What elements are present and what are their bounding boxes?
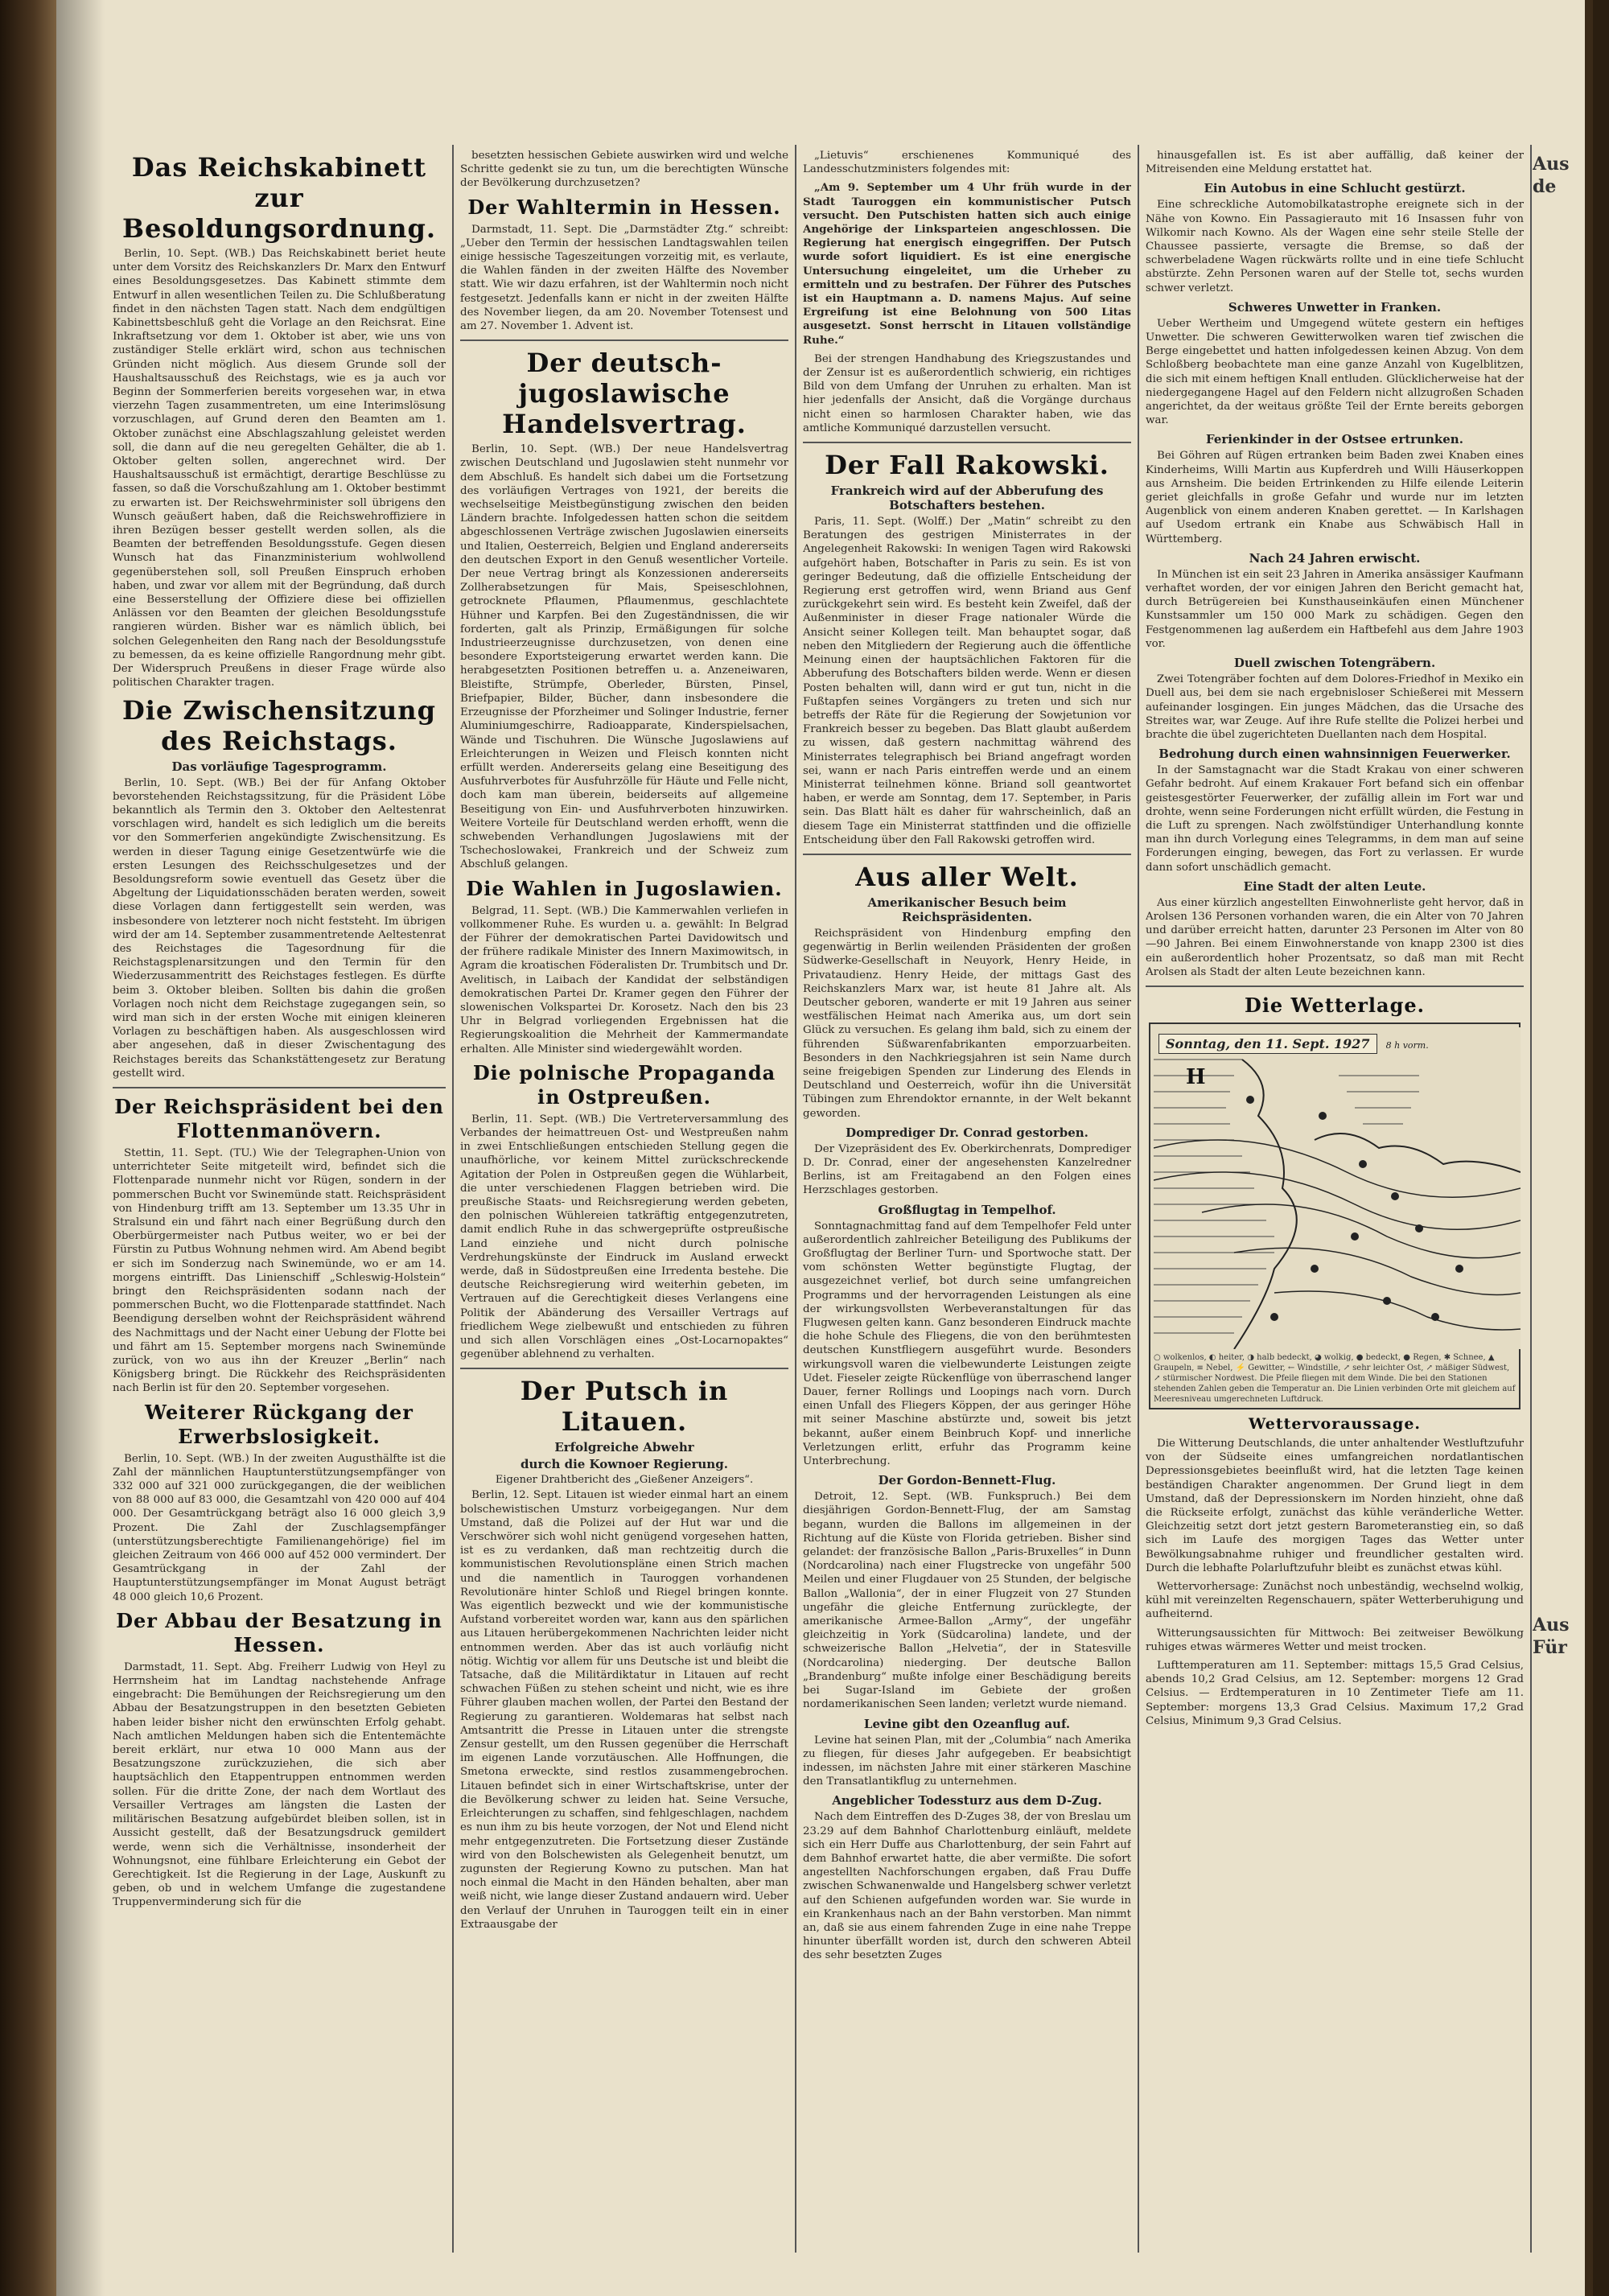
headline: Weiterer Rückgang der Erwerbslosigkeit. [145,1400,414,1448]
article-text: Witterungsaussichten für Mittwoch: Bei zeitweiser Bewölkung ruhiges etwas wärmeres Wetter und meist trocken. [1146,1627,1524,1653]
article-text: Lufttemperaturen am 11. September: mittags 15,5 Grad Celsius, abends 10,2 Grad Celsius, am 12. September: morgens 12 Grad Celsius. — Erdtemperaturen in 10 Zentimeter Tiefe am 11. September: morgens 13,3 Grad Celsius. Maximum 17,2 Grad Celsius, Minimum 9,3 Grad Celsius. [1146,1660,1524,1727]
column-rule [452,145,454,2253]
subheadline: Domprediger Dr. Conrad gestorben. [846,1125,1088,1140]
headline: Der Reichspräsident bei den Flottenmanövern. [114,1094,444,1142]
subheadline: Eine Stadt der alten Leute. [1243,878,1426,894]
subheadline: Ein Autobus in eine Schlucht gestürzt. [1204,181,1466,196]
article-text: In der Samstagnacht war die Stadt Krakau von einer schweren Gefahr bedroht. Auf einem Krakauer Fort befand sich ein offenbar geistesgestörter Feuerwerker, der zufällig allein im Fort war und drohte, wenn seine Forderungen nicht erfüllt würden, die Festung in die Luft zu sprengen. Nach zwölfstündiger Unterhandlung konnte man ihn durch Vorlegung eines Telegramms, in dem man auf seine Forderungen einging, bewegen, das Fort zu verlassen. Er wurde dann sofort unschädlich gemacht. [1146,764,1524,874]
byline: Eigener Drahtbericht des „Gießener Anzeigers“. [495,1474,754,1487]
subheadline: Bedrohung durch einen wahnsinnigen Feuerwerker. [1158,747,1511,762]
column-rule [795,145,796,2253]
article-text: Sonntagnachmittag fand auf dem Tempelhofer Feld unter außerordentlich zahlreicher Beteiligung des Publikums der Großflugtag der Berliner Turn- und Sportwoche statt. Der vom schönsten Wetter begünstigte Flugtag, der ausgezeichnet verlief, bot durch seine umfangreichen Programms und der hervorragenden Leistungen als eine der wirkungsvollsten Werbeveranstaltungen für das Flugwesen gelten kann. Ganz besonderen Eindruck machte die hohe Schule des Fliegens, die von den berühmtesten deutschen Kunstfliegern ausgeführt wurde. Besonders wirkungsvoll waren die vielbewunderte Leistungen zeigte Udet. Fieseler zeigte Rückenflüge von überraschend langer Dauer, ferner Rollings und Loopings nach vorn. Durch einen Unfall des Fliegers Köppen, der aus geringer Höhe mit seiner Maschine abstürzte und, soweit bis jetzt bekannt, außer einem Beinbruch Kopf- und innerliche Verletzungen erlitt, erfuhr das Programm keine Unterbrechung. [803,1220,1131,1468]
article-text: Belgrad, 11. Sept. (WB.) Die Kammerwahlen verliefen in vollkommener Ruhe. Es wurden u. a. gewählt: In Belgrad der Führer der demokratischen Partei Davidowitsch und der frühere radikale Minister des Innern Maximowitsch, in Agram die kroatischen Föderalisten Dr. Trumbitsch und Dr. Avelitisch, in Laibach der Kandidat der selbständigen demokratischen Partei Dr. Kramer gegen den Führer der slowenischen Volkspartei Dr. Korosetz. Nach den bis 23 Uhr in Belgrad vorliegenden Ergebnissen hat die Regierungskoalition die Mehrheit der Kammermandate erhalten. Alle Minister sind wiedergewählt worden. [460,904,788,1055]
headline: Aus aller Welt. [855,861,1079,892]
article-text: In München ist ein seit 23 Jahren in Amerika ansässiger Kaufmann verhaftet worden, der vor einigen Jahren den Bericht gemacht hat, durch Betrügereien bei Kunsthauseinkäufen einen Münchener Kunstsammler um 150 000 Mark zu schädigen. Gegen den Festgenommenen lag außerdem ein Haftbefehl aus dem Jahre 1903 vor. [1146,568,1524,650]
article-text: „Lietuvis“ erschienenes Kommuniqué des Landesschutzministers folgendes mit: [803,150,1131,176]
headline: Der Wahltermin in Hessen. [467,195,781,219]
divider [803,854,1131,855]
article-text: Berlin, 10. Sept. (WB.) In der zweiten Augusthälfte ist die Zahl der männlichen Hauptunterstützungsempfänger von 332 000 auf 321 000 zurückgegangen, die der weiblichen von 88 000 auf 83 000, die Gesamtzahl von 420 000 auf 404 000. Der Gesamtrückgang beträgt also 16 000 gleich 3,9 Prozent. Die Zahl der Zuschlagsempfänger (unterstützungsberechtigte Familienangehörige) fiel im gleichen Zeitraum von 466 000 auf 452 000 vermindert. Der Gesamtrückgang in der Zahl der Hauptunterstützungsempfänger im Monat August beträgt 48 000 gleich 10,6 Prozent. [113,1452,446,1603]
cut-off-headline: Aus de [1533,154,1570,197]
article-text: Der Vizepräsident des Ev. Oberkirchenrats, Domprediger D. Dr. Conrad, einer der angesehensten Kanzelredner Berlins, ist am Freitagabend an den Folgen eines Herzschlages gestorben. [803,1142,1131,1197]
column-4 [1146,149,1524,2273]
headline: Die Wetterlage. [1245,993,1425,1017]
article-text: Ueber Wertheim und Umgegend wütete gestern ein heftiges Unwetter. Die schweren Gewitterwolken waren tief zwischen die Berge eingebettet und hatten infolgedessen keinen Abzug. Von dem Schloßberg beobachtete man eine ganze Anzahl von Kugelblitzen, die sich mit einem heftigen Knall entluden. Glücklicherweise hat der niedergegangene Hagel auf den Feldern nicht allzugroßen Schaden angerichtet, da der weitaus größte Teil der Ernte bereits geborgen war. [1146,317,1524,427]
column-2 [460,149,788,2273]
headline: Der deutsch-jugoslawische Handelsvertrag. [502,348,747,440]
article-text: „Am 9. September um 4 Uhr früh wurde in der Stadt Tauroggen ein kommunistischer Putsch versucht. Den Putschisten hatten sich auch einige Angehörige der Linksparteien angeschlossen. Die Regierung hat energisch eingegriffen. Der Putsch wurde sofort liquidiert. Es ist eine energische Untersuchung eingeleitet, um die Urheber zu ermitteln und zu bestrafen. Der Führer des Putsches ist ein Hauptmann a. D. namens Majus. Auf seine Ergreifung ist eine Belohnung von 500 Litas ausgesetzt. Sonst herrscht in Litauen vollständige Ruhe.“ [803,181,1131,347]
article-text: Stettin, 11. Sept. (TU.) Wie der Telegraphen-Union von unterrichteter Seite mitgeteilt wird, befindet sich die Flottenparade nunmehr nicht vor Rügen, sondern in der pommerschen Bucht vor Swinemünde statt. Reichspräsident von Hindenburg trifft am 13. September um 13.35 Uhr in Stralsund ein und fährt nach einer Begrüßung durch den Oberbürgermeister nach Putbus weiter, wo er bei der Fürstin zu Putbus Wohnung nehmen wird. Am Abend begibt er sich im Sonderzug nach Swinemünde, wo er am 14. morgens eintrifft. Das Linienschiff „Schleswig-Holstein“ bringt den Reichspräsidenten sodann nach der pommerschen Bucht, wo die Flottenparade stattfindet. Nach Beendigung derselben wohnt der Reichspräsident während des Nachmittags und der Nacht einer Uebung der Flotte bei und fährt am 15. September morgens nach Swinemünde zurück, von wo aus ihn der Kreuzer „Berlin“ nach Königsberg bringt. Die Rückkehr des Reichspräsidenten nach Berlin ist für den 20. September vorgesehen. [113,1146,446,1395]
headline: Das Reichskabinett zur Besoldungsordnung. [121,152,437,244]
article-text: Wettervorhersage: Zunächst noch unbeständig, wechselnd wolkig, kühl mit vereinzelten Regenschauern, später Wetterberuhigung und aufheiternd. [1146,1580,1524,1621]
weather-map-legend: ○ wolkenlos, ◐ heiter, ◑ halb bedeckt, ◕ wolkig, ● bedeckt, ● Regen, ✱ Schnee, ▲ Graupeln, ≡ Nebel, ⚡ Gewitter, ← Windstille, ↗ sehr leichter Ost, ↗ mäßiger Südwest, ↗ stürmischer Nordwest. Die Pfeile fliegen mit dem Winde. Die bei den Stationen stehenden Zahlen geben die Temperatur an. Die Linien verbinden Orte mit gleichem auf Meeresniveau umgerechneten Luftdruck. [1154,1352,1516,1404]
column-rule [1138,145,1139,2253]
article-text: Nach dem Eintreffen des D-Zuges 38, der von Breslau um 23.29 auf dem Bahnhof Charlottenburg einläuft, meldete sich ein Herr Duffe aus Charlottenburg, der sein Fahrt auf dem Bahnhof erwartet hatte, die aber vermißte. Die sofort angestellten Nachforschungen ergaben, daß Frau Duffe zwischen Schwanenwalde und Hangelsberg schwer verletzt auf den Schienen aufgefunden worden war. Sie wurde in ein Krankenhaus nach an der Bahn verstorben. Man nimmt an, daß sie aus einem fahrenden Zuge in eine nahe Treppe hinunter überfällt worden ist, durch den schweren Abteil des sehr besetzten Zuges [803,1811,1131,1962]
subheadline: Ferienkinder in der Ostsee ertrunken. [1206,432,1463,447]
article-text: Berlin, 12. Sept. Litauen ist wieder einmal hart an einem bolschewistischen Umsturz vorbeigegangen. Nur dem Umstand, daß die Polizei auf der Hut war und die Verschwörer sich wohl nicht genügend vorgesehen hatten, ist es zu verdanken, daß man rechtzeitig durch die kommunistischen Revolutionspläne einen Strich machen und die namentlich in Tauroggen vorhandenen Revolutionäre hinter Schloß und Riegel bringen konnte. Was eigentlich bezweckt und wie der kommunistische Aufstand vorbereitet worden war, kann aus den spärlichen aus Litauen herübergekommenen Nachrichten leider nicht entnommen werden. Aber das ist auch vorläufig nicht nötig. Wichtig vor allem für uns Deutsche ist und bleibt die Tatsache, daß die Militärdiktatur in Litauen auf recht schwachen Füßen zu stehen scheint und nicht, wie es ihre Führer glauben machen wollen, der Partei den Bestand der Regierung zu garantieren. Woldemaras hat selbst nach Amtsantritt die Presse in Litauen unter die strengste Zensur gestellt, um den Russen gegenüber die Herrschaft im eigenen Lande vorzutäuschen. Alle Hoffnungen, die Smetona erweckte, sind restlos zusammengebrochen. Litauen befindet sich in einer Wirtschaftskrise, unter der die Bevölkerung schwer zu leiden hat. Seine Versuche, Erleichterungen zu schaffen, sind fehlgeschlagen, nachdem es nun ihm zu bis heute vorzogen, der Not und Elend nicht mehr entgegenzutreten. Die Fortsetzung dieser Zustände wird von den Bolschewisten als Gelegenheit benutzt, um zugunsten der Regierung Kowno zu putschen. Man hat noch einmal die Macht in den Händen behalten, aber man weiß nicht, wie lange dieser Zustand andauern wird. Ueber den Verlauf der Unruhen in Tauroggen teilt ein in einer Extraausgabe der [460,1489,788,1931]
headline: Die polnische Propaganda in Ostpreußen. [472,1060,776,1109]
article-text: Darmstadt, 11. Sept. Die „Darmstädter Ztg.“ schreibt: „Ueber den Termin der hessischen Landtagswahlen teilen einige hessische Tageszeitungen vorzeitig mit, es verlaute, die Wahlen fänden in der zweiten Hälfte des November statt. Wie wir dazu erfahren, ist der Wahltermin noch nicht festgesetzt. Jedenfalls kann er nicht in der zweiten Hälfte des November liegen, da am 20. November Totensest und am 27. November 1. Advent ist. [460,223,788,333]
article-text: Berlin, 11. Sept. (WB.) Die Vertreterversammlung des Verbandes der heimattreuen Ost- und Westpreußen nahm in zwei Entschließungen entschieden Stellung gegen die unaufhörliche, vor keinem Mittel zurückschreckende Agitation der Polen in Ostpreußen gegen die Wühlarbeit, die unter verschiedenen Flaggen betrieben wird. Die preußische Staats- und Reichsregierung werden gebeten, den polnischen Wühlereien tatkräftig entgegenzutreten, damit endlich Ruhe in das schwergeprüfte ostpreußische Land einziehe und nicht durch polnische Verdrehungskünste der Eindruck im Ausland erweckt werde, daß in Südostpreußen eine Irredenta bestehe. Die deutsche Reichsregierung wird weiterhin gebeten, im Vertrauen auf die Gerechtigkeit dieses Verlangens eine Politik der Abänderung des Versailler Vertrags auf friedlichem Wege zielbewußt und entschieden zu führen und sich allen Vorschlägen eines „Ost-Locarnopaktes“ gegenüber ablehnend zu verhalten. [460,1113,788,1361]
article-text: Berlin, 10. Sept. (WB.) Der neue Handelsvertrag zwischen Deutschland und Jugoslawien steht nunmehr vor dem Abschluß. Es handelt sich dabei um die Fortsetzung des vorläufigen Vertrages von 1921, der bereits die wechselseitige Meistbegünstigung zwischen den beiden Ländern brachte. Infolgedessen hatten schon die seitdem abgeschlossenen Verträge zwischen Jugoslawien einerseits und Italien, Oesterreich, Belgien und England andererseits den deutschen Export in den Genuß wesentlicher Vorteile. Der neue Vertrag bringt als Konzessionen andererseits Zollherabsetzungen für Mais, Speiseschlohnen, getrocknete Pflaumen, Pflaumenmus, geschlachtete Hühner und Karpfen. Bei den Zugeständnissen, die wir forderten, galt als Prinzip, Ermäßigungen für solche Industrieerzeugnisse durchzusetzen, von denen eine besondere Exportsteigerung erwartet werden kann. Die herabgesetzten Positionen betreffen u. a. Anzeneiwaren, Bleistifte, Strümpfe, Oberleder, Bürsten, Pinsel, Briefpapier, Bilder, Bücher, dann insbesondere die Erzeugnisse der Pforzheimer und Solinger Industrie, ferner Aluminiumgeschirre, Radioapparate, Kinderspielsachen, Wände und Tischuhren. Die Wünsche Jugoslawiens auf Erleichterungen in Weizen und Fleisch konnten nicht erfüllt werden. Andererseits gelang eine Beseitigung des Ausfuhrverbotes für Ausfuhrzölle für Häute und Felle nicht, doch kam man überein, beiderseits auf allgemeine Beseitigung von Ein- und Ausfuhrverboten hinzuwirken. Weitere Vorteile für Deutschland werden erhofft, wenn die schwebenden Verhandlungen Jugoslawiens mit der Tschechoslowakei, Frankreich und der Schweiz zum Abschluß gelangen. [460,443,788,871]
divider [803,442,1131,443]
article-text: Aus einer kürzlich angestellten Einwohnerliste geht hervor, daß in Arolsen 136 Personen vorhanden waren, die ein Alter von 70 Jahren und darüber erreicht hatten, darunter 23 Personen im Alter von 80—90 Jahren. Bei einem Einwohnerstande von knapp 2300 ist dies ein außerordentlich hoher Prozentsatz, so daß man mit Recht Arolsen als Stadt der alten Leute bezeichnen kann. [1146,896,1524,978]
headline: Der Abbau der Besatzung in Hessen. [116,1608,442,1656]
divider [113,1087,446,1088]
article-text: Reichspräsident von Hindenburg empfing den gegenwärtig in Berlin weilenden Präsidenten der großen Südwerke-Gesellschaft in Neuyork, Henry Heide, in Privataudienz. Henry Heide, der mittags Gast des Reichskanzlers Marx war, ist heute 81 Jahre alt. Als Deutscher geboren, wanderte er mit 19 Jahren aus seiner westfälischen Heimat nach Amerika aus, um dort sein Glück zu versuchen. Es gelang ihm bald, sich zu einem der führenden Süßwarenfabrikanten emporzuarbeiten. Besonders in den Nachkriegsjahren ist sein Name durch seine freigebigen Spenden zur Linderung des Elends in Deutschland und Oesterreich, wofür ihn die Universität Tübingen zum Ehrendoktor ernannte, in der Welt bekannt geworden. [803,927,1131,1120]
subheadline: Amerikanischer Besuch beim Reichspräsidenten. [867,895,1067,924]
subheadline: Erfolgreiche Abwehr [554,1440,694,1455]
article-text: Darmstadt, 11. Sept. Abg. Freiherr Ludwig von Heyl zu Herrnsheim hat im Landtag nachstehende Anfrage eingebracht: Die Bemühungen der Reichsregierung um den Abbau der Besatzungstruppen in den besetzten Gebieten haben leider bisher nicht den erwünschten Erfolg gehabt. Nach amtlichen Meldungen haben sich die Ententemächte bereit erklärt, nur etwa 10 000 Mann aus der Besatzungszone zurückzuziehen, die sich aber hauptsächlich den Etappentruppen entnommen werden sollen. Für die dritte Zone, der nach dem Wortlaut des Versailler Vertrages am längsten die Lasten der militärischen Besatzung aufgebürdet bleiben sollen, ist in Aussicht gestellt, daß der Besatzungsdruck gemildert werde, wenn sich die Verhältnisse, insonderheit der Wohnungsnot, eine fühlbare Erleichterung ein Gebot der Gerechtigkeit. Ist die Regierung in der Lage, Auskunft zu geben, ob und in welchem Umfange die zugestandene Truppenverminderung sich für die [113,1660,446,1909]
subheadline: Angeblicher Todessturz aus dem D-Zug. [832,1793,1102,1808]
column-rule [1530,145,1532,2253]
subheadline: Schweres Unwetter in Franken. [1228,299,1442,315]
article-text: Bei Göhren auf Rügen ertranken beim Baden zwei Knaben eines Kinderheims, Willi Martin aus Kupferdreh und Willi Häuserkoppen aus Arnsheim. Die beiden Ertrinkenden zu Hilfe eilende Leiterin geriet gleichfalls in große Gefahr und wurde nur im letzten Augenblick von einem anderen Knaben gerettet. — In Karlshagen auf Usedom ertrank ein Knabe aus Schwäbisch Hall in Württemberg. [1146,450,1524,545]
article-text: Detroit, 12. Sept. (WB. Funkspruch.) Bei dem diesjährigen Gordon-Bennett-Flug, der am Samstag begann, wurden die Ballons im allgemeinen in der Richtung auf die Küste von Florida getrieben. Bisher sind gelandet: der französische Ballon „Paris-Bruxelles“ in Dunn (Nordcarolina) nach einer Flugstrecke von ungefähr 500 Meilen und einer Flugdauer von 25 Stunden, der belgische Ballon „Wallonia“, der in einer Flugzeit von 27 Stunden ungefähr die gleiche Entfernung zurücklegte, der amerikanische Armee-Ballon „Army“, der ungefähr gleichzeitig in York (Südcarolina) landete, und der schweizerische Ballon „Helvetia“, der in Statesville (Nordcarolina) niederging. Der deutsche Ballon „Brandenburg“ mußte infolge einer Beschädigung bereits bei Sugar-Island im Gebiete der großen nordamerikanischen Seen landen; verletzt wurde niemand. [803,1491,1131,1711]
article-text: besetzten hessischen Gebiete auswirken wird und welche Schritte gedenkt sie zu tun, um die berechtigten Wünsche der Bevölkerung durchzusetzen? [460,150,788,190]
divider [460,339,788,341]
subheadline: Der Gordon-Bennett-Flug. [878,1473,1056,1488]
weather-map [1154,1027,1521,1349]
article-text: Berlin, 10. Sept. (WB.) Das Reichskabinett beriet heute unter dem Vorsitz des Reichskanzlers Dr. Marx den Entwurf eines Besoldungsgesetzes. Das Kabinett stimmte dem Entwurf in allen wesentlichen Teilen zu. Die Schlußberatung findet in den nächsten Tagen statt. Nach dem endgültigen Kabinettsbeschluß geht die Vorlage an den Reichsrat. Eine Inkraftsetzung vor dem 1. Oktober ist aber, wie uns von zuständiger Stelle erklärt wird, schon aus technischen Gründen nicht möglich. Aus diesem Grunde soll der Haushaltsausschuß des Reichstags, wie es ja auch vor Beginn der Sommerferien bereits vorgesehen war, in etwa vierzehn Tagen zusammentreten, um eine Interimslösung vorzuschlagen, auf Grund deren den Beamten am 1. Oktober zunächst eine Abschlagszahlung geleistet werden soll, die dann auf die neu geregelten Gehälter, die ab 1. Oktober gelten sollen, angerechnet wird. Der Haushaltsausschuß ist ermächtigt, derartige Beschlüsse zu fassen, so daß die Vorschußzahlung am 1. Oktober bestimmt zu erwarten ist. Der Reichswehrminister soll übrigens den Wunsch geäußert haben, daß die Reichswehroffiziere in ihren Bezügen besser gestellt werden sollen, als die Beamten der betreffenden Besoldungsstufe. Gegen diesen Wunsch hat das Finanzministerium wohlwollend gegenüberstehen soll, soll Preußen Einspruch erhoben haben, und zwar vor allem mit der Begründung, daß durch eine Besserstellung der Offiziere diese bei offiziellen Anlässen vor den Beamten der gleichen Besoldungsstufe rangieren würden. Bisher war es nämlich üblich, bei solchen Gelegenheiten den Rang nach der Besoldungsstufe zu bemessen, da es keine offizielle Rangordnung mehr gibt. Der Widerspruch Preußens in dieser Frage würde also politischen Charakter tragen. [113,248,446,689]
article-text: Die Witterung Deutschlands, die unter anhaltender Westluftzufuhr von der Südseite eines umfangreichen nordatlantischen Depressionsgebietes beeinflußt wird, hat die letzten Tage keinen beständigen Charakter angenommen. Der Grund liegt in dem Umstand, daß der Depressionskern im Norden hinzieht, ohne daß die Rückseite erfolgt, zunächst das kühle veränderliche Wetter. Gleichzeitig setzt dort jetzt gestern Barometeranstieg ein, so daß sich im Laufe des morgigen Tages das Wetter unter Bewölkungsabnahme ruhiger und freundlicher gestalten wird. Durch die lebhafte Polarluftzufuhr bleibt es zunächst etwas kühl. [1146,1437,1524,1574]
page-edge [1593,0,1609,2296]
subheadline: Nach 24 Jahren erwischt. [1249,550,1421,566]
headline: Die Wahlen in Jugoslawien. [466,876,783,900]
subheadline: Das vorläufige Tagesprogramm. [171,759,387,774]
divider [1146,985,1524,987]
column-3 [803,149,1131,2273]
svg-text:H: H [1186,1064,1206,1089]
headline: Der Fall Rakowski. [825,450,1109,481]
article-text: Levine hat seinen Plan, mit der „Columbia“ nach Amerika zu fliegen, für dieses Jahr aufgegeben. Er beabsichtigt indessen, im nächsten Jahre mit einer stärkeren Maschine den Transatlantikflug zu unternehmen. [803,1734,1131,1788]
subheadline: Frankreich wird auf der Abberufung des Botschafters bestehen. [830,483,1104,513]
headline: Der Putsch in Litauen. [520,1376,729,1438]
weather-map-box [1149,1023,1521,1409]
subheadline: Duell zwischen Totengräbern. [1233,656,1436,671]
weather-map-title: Sonntag, den 11. Sept. 1927 [1158,1034,1377,1054]
article-text: Berlin, 10. Sept. (WB.) Bei der für Anfang Oktober bevorstehenden Reichstagssitzung, für die Präsident Löbe bekanntlich als Termin den 3. Oktober den Aeltestenrat vorschlagen wird, handelt es sich lediglich um die bereits vor den Sommerferien angekündigte Zwischensitzung. Es werden in dieser Tagung einige Gesetzentwürfe wie die ersten Lesungen des Reichsschulgesetzes und der Besoldungsreform sowie eventuell das Gesetz über die Abgeltung der Liquidationsschäden beraten werden, soweit diese Vorlagen dann fertiggestellt sein werden, was insbesondere von letzterer noch nicht feststeht. Im übrigen wird der am 14. September zusammentretende Aeltestenrat des Reichstages die Tagesordnung für die Reichstagsplenarsitzungen und den Termin für den Wiederzusammentritt des Reichstages festlegen. Es dürfte beim 3. Oktober bleiben. Sollten bis dahin die großen Vorlagen noch nicht dem Reichstage zugegangen sein, so wird man sich in der ersten Woche mit einigen kleineren Vorlagen zu beschäftigen haben. Als ausgeschlossen wird aber angesehen, daß in dieser Zwischentagung des Reichstages bereits das Schankstättengesetz zur Beratung gestellt wird. [113,776,446,1080]
article-text: hinausgefallen ist. Es ist aber auffällig, daß keiner der Mitreisenden eine Meldung erstattet hat. [1146,150,1524,176]
book-binding [0,0,56,2296]
cut-off-column [1533,153,1593,2245]
subheadline: durch die Kownoer Regierung. [521,1457,728,1472]
subheadline: Großflugtag in Tempelhof. [878,1202,1056,1217]
subheadline: Levine gibt den Ozeanflug auf. [863,1716,1071,1731]
article-text: Paris, 11. Sept. (Wolff.) Der „Matin“ schreibt zu den Beratungen des gestrigen Ministerrates in der Angelegenheit Rakowski: In wenigen Tagen wird Rakowski aufgehört haben, Botschafter in Paris zu sein. Es ist von geringer Bedeutung, daß die offizielle Entscheidung der Regierung erst getroffen wird, wenn Briand aus Genf zurückgekehrt sein wird. Es besteht kein Zweifel, daß der Außenminister in dieser Frage nationaler Würde die Ansicht seiner Kollegen teilt. Man behauptet sogar, daß neben den Mitgliedern der Regierung auch die öffentliche Meinung einen der hauptsächlichen Faktoren für die Abberufung des Botschafters bilden werde. Wenn er diesen Posten behalten will, dann wird er gut tun, nicht in die Fußtapfen seines Vorgängers zu treten und sich nur betreffs der Räte für die Regierung der Sowjetunion vor Frankreich besser zu begeben. Das Blatt glaubt außerdem zu wissen, daß gestern nachmittag während des Ministerrates telegraphisch bei Briand angefragt worden sei, wann er nach Paris eintreffen werde und an einem Ministerrat teilnehmen könne. Briand soll geantwortet haben, er werde am Sonntag, dem 17. September, in Paris sein. Das Blatt hält es daher für wahrscheinlich, daß an diesem Tage ein Ministerrat stattfinden und die offizielle Entscheidung über den Fall Rakowski getroffen wird. [803,516,1131,846]
headline: Wettervoraussage. [1248,1414,1422,1433]
article-text: Eine schreckliche Automobilkatastrophe ereignete sich in der Nähe von Kowno. Ein Passagierauto mit 16 Insassen fuhr von Wilkomir nach Kowno. Als der Wagen eine sehr steile Stelle der Chaussee passierte, versagte die Bremse, so daß der schwerbeladene Wagen rückwärts rollte und in eine tiefe Schlucht abstürzte. Zehn Personen waren auf der Stelle tot, sechs wurden schwer verletzt. [1146,199,1524,294]
cut-off-headline: Für [1533,1637,1567,1658]
column-1 [113,149,446,2273]
article-text: Bei der strengen Handhabung des Kriegszustandes und der Zensur ist es außerordentlich schwierig, ein richtiges Bild von dem Umfang der Unruhen zu erhalten. Man ist hier jedenfalls der Ansicht, daß die Vorgänge durchaus nicht einen so harmlosen Charakter haben, wie das amtliche Kommuniqué darzustellen versucht. [803,352,1131,434]
weather-map-time: 8 h vorm. [1385,1039,1429,1051]
headline: Die Zwischensitzung des Reichstags. [122,694,436,756]
gutter-shadow [56,0,105,2296]
article-text: Zwei Totengräber fochten auf dem Dolores-Friedhof in Mexiko ein Duell aus, bei dem sie nach ergebnisloser Schießerei mit Messern aufeinander losgingen. Ein junges Mädchen, das die Ursache des Streites war, war Zeuge. Auf ihre Rufe stellte die Polizei herbei und brachte die übel zugerichteten Duellanten nach dem Hospital. [1146,673,1524,741]
cut-off-headline: Aus [1533,1615,1570,1636]
divider [460,1368,788,1369]
